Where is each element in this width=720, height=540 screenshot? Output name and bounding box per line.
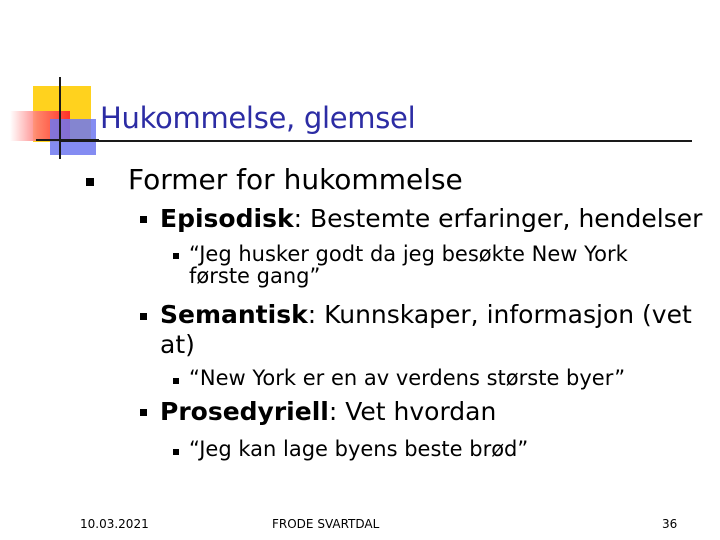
bullet-level1 [86,178,94,186]
ornament-vertical-line [59,77,61,159]
heading-former-for-hukommelse: Former for hukommelse [128,163,463,196]
example-episodisk-line2: første gang” [189,264,321,288]
desc-semantisk: : Kunnskaper, informasjon (vet [307,300,692,329]
ornament-blue-square [50,119,96,155]
footer-date: 10.03.2021 [80,517,149,531]
item-episodisk [160,204,702,234]
footer-author: FRODE SVARTDAL [272,517,380,531]
item-semantisk-line1 [160,300,692,330]
term-episodisk: Episodisk [160,204,294,233]
example-prosedyriell: “Jeg kan lage byens beste brød” [189,437,529,461]
footer-page-number: 36 [662,517,678,531]
item-prosedyriell [160,397,496,427]
slide-title: Hukommelse, glemsel [100,101,416,135]
bullet-level3 [173,449,179,455]
title-underline [60,140,692,142]
desc-prosedyriell: : Vet hvordan [328,397,497,426]
example-semantisk: “New York er en av verdens største byer” [189,366,626,390]
bullet-level2 [140,409,147,416]
term-semantisk: Semantisk [160,300,308,329]
desc-episodisk: : Bestemte erfaringer, hendelser [293,204,703,233]
bullet-level2 [140,216,147,223]
bullet-level3 [173,378,179,384]
bullet-level3 [173,253,179,259]
term-prosedyriell: Prosedyriell [160,397,329,426]
item-semantisk-line2: at) [160,330,195,359]
bullet-level2 [140,313,147,320]
example-episodisk-line1: “Jeg husker godt da jeg besøkte New York [189,242,628,266]
